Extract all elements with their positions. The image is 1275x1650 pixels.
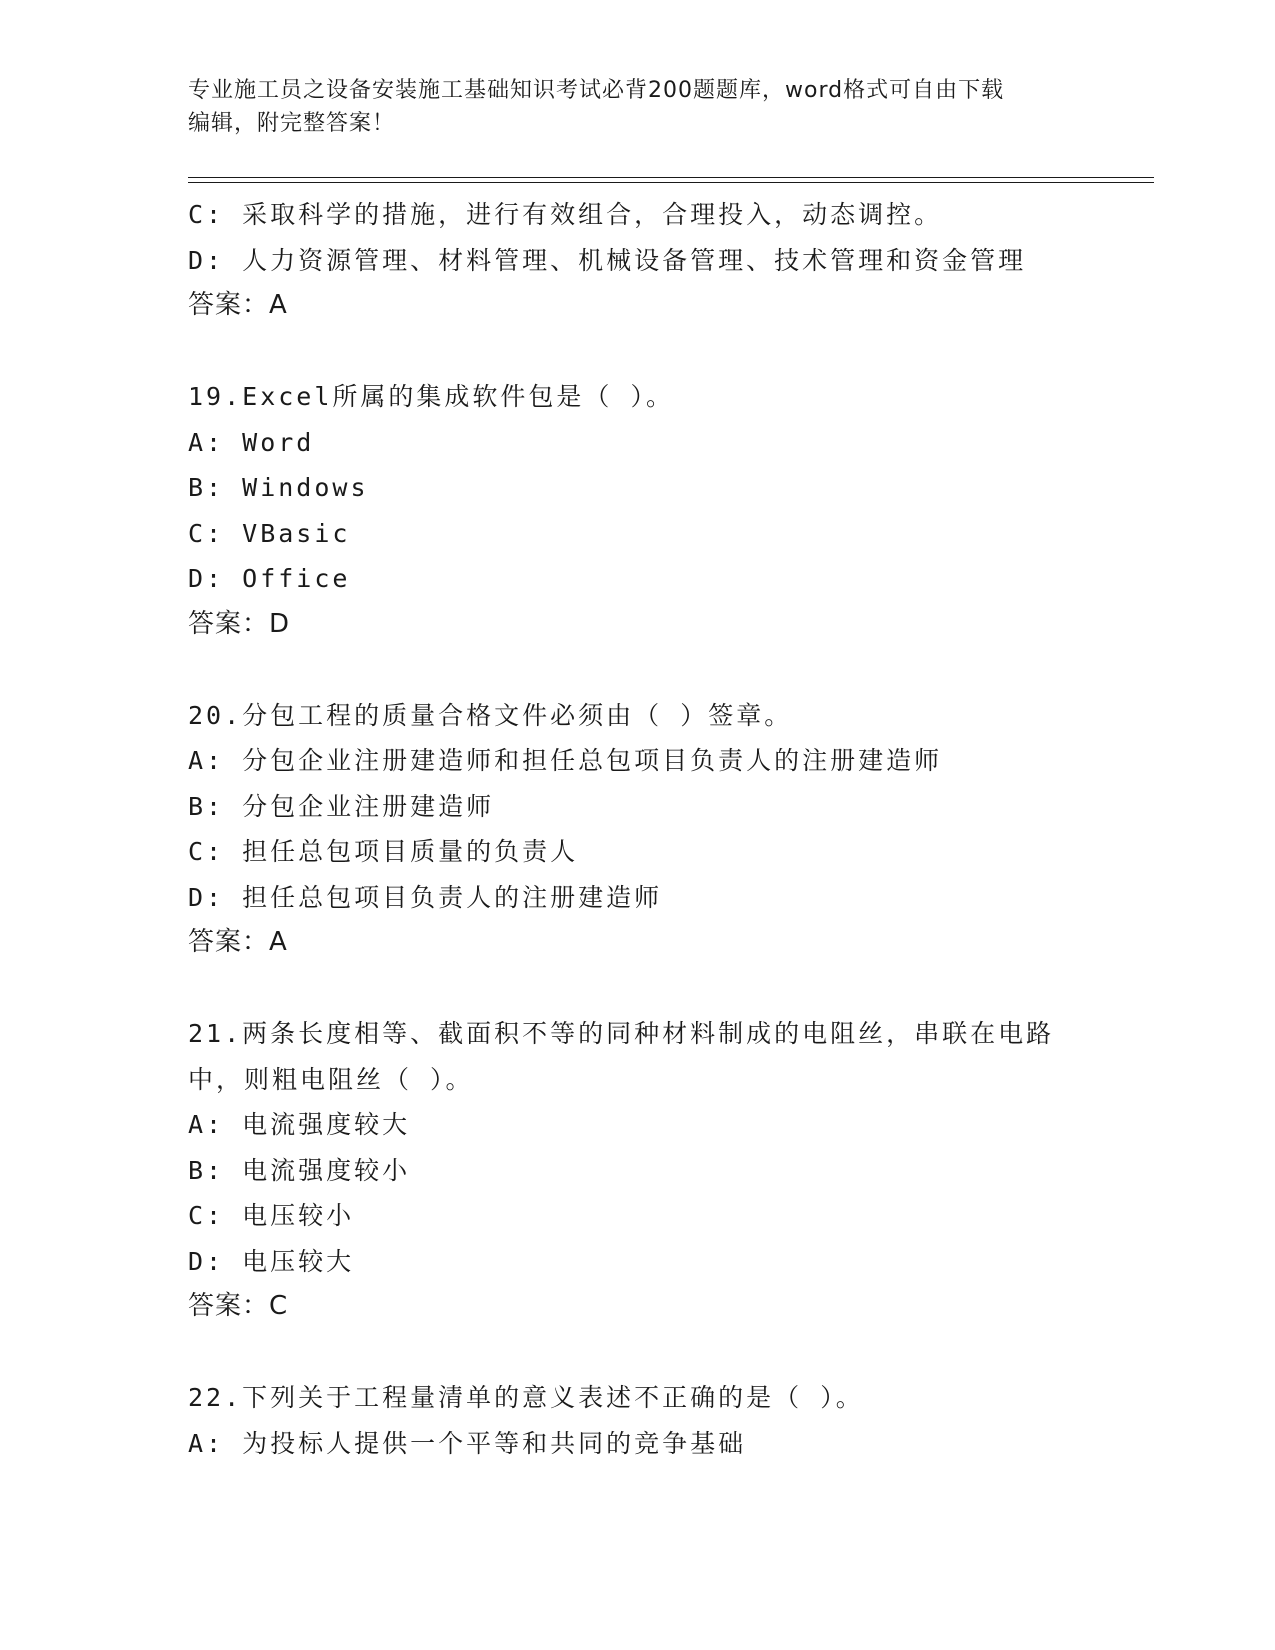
spacer — [188, 647, 1088, 693]
q21-stem-line1: 21.两条长度相等、截面积不等的同种材料制成的电阻丝，串联在电路 — [188, 1019, 1055, 1048]
q18-option-c: C: 采取科学的措施，进行有效组合，合理投入，动态调控。 — [188, 200, 943, 229]
document-header — [188, 74, 1078, 140]
spacer — [188, 329, 1088, 375]
q18-answer: 答案：A — [188, 290, 288, 320]
q20-option-b: B: 分包企业注册建造师 — [188, 791, 495, 821]
q21-stem-line2: 中，则粗电阻丝（ ）。 — [188, 1064, 474, 1094]
q22-option-a: A: 为投标人提供一个平等和共同的竞争基础 — [188, 1428, 747, 1458]
q22-stem: 22.下列关于工程量清单的意义表述不正确的是（ ）。 — [188, 1383, 864, 1412]
q21-option-a: A: 电流强度较大 — [188, 1110, 411, 1139]
header-title-line1: 专业施工员之设备安装施工基础知识考试必背200题题库，word格式可自由下载 — [188, 78, 1005, 103]
q21-option-c: C: 电压较小 — [188, 1201, 355, 1230]
q19-option-a: A: Word — [188, 427, 315, 457]
q21-option-d: D: 电压较大 — [188, 1246, 355, 1276]
q20-option-c: C: 担任总包项目质量的负责人 — [188, 837, 579, 866]
q21-option-b: B: 电流强度较小 — [188, 1155, 411, 1185]
header-divider-top — [188, 177, 1154, 178]
spacer — [188, 1330, 1088, 1376]
q20-option-a: A: 分包企业注册建造师和担任总包项目负责人的注册建造师 — [188, 746, 943, 775]
q21-answer: 答案：C — [188, 1291, 289, 1321]
q19-stem: 19.Excel所属的集成软件包是（ ）。 — [188, 382, 674, 411]
q19-option-b: B: Windows — [188, 473, 369, 502]
q18-option-d: D: 人力资源管理、材料管理、机械设备管理、技术管理和资金管理 — [188, 245, 1027, 275]
q20-option-d: D: 担任总包项目负责人的注册建造师 — [188, 882, 663, 912]
header-divider-bottom — [188, 182, 1154, 183]
q20-stem: 20.分包工程的质量合格文件必须由（ ）签章。 — [188, 700, 793, 730]
q20-answer: 答案：A — [188, 927, 288, 957]
q19-option-c: C: VBasic — [188, 518, 351, 548]
question-list — [188, 192, 1088, 1466]
q19-answer: 答案：D — [188, 608, 291, 639]
spacer — [188, 966, 1088, 1012]
header-title-line2: 编辑，附完整答案！ — [188, 111, 396, 136]
q19-option-d: D: Office — [188, 564, 351, 593]
